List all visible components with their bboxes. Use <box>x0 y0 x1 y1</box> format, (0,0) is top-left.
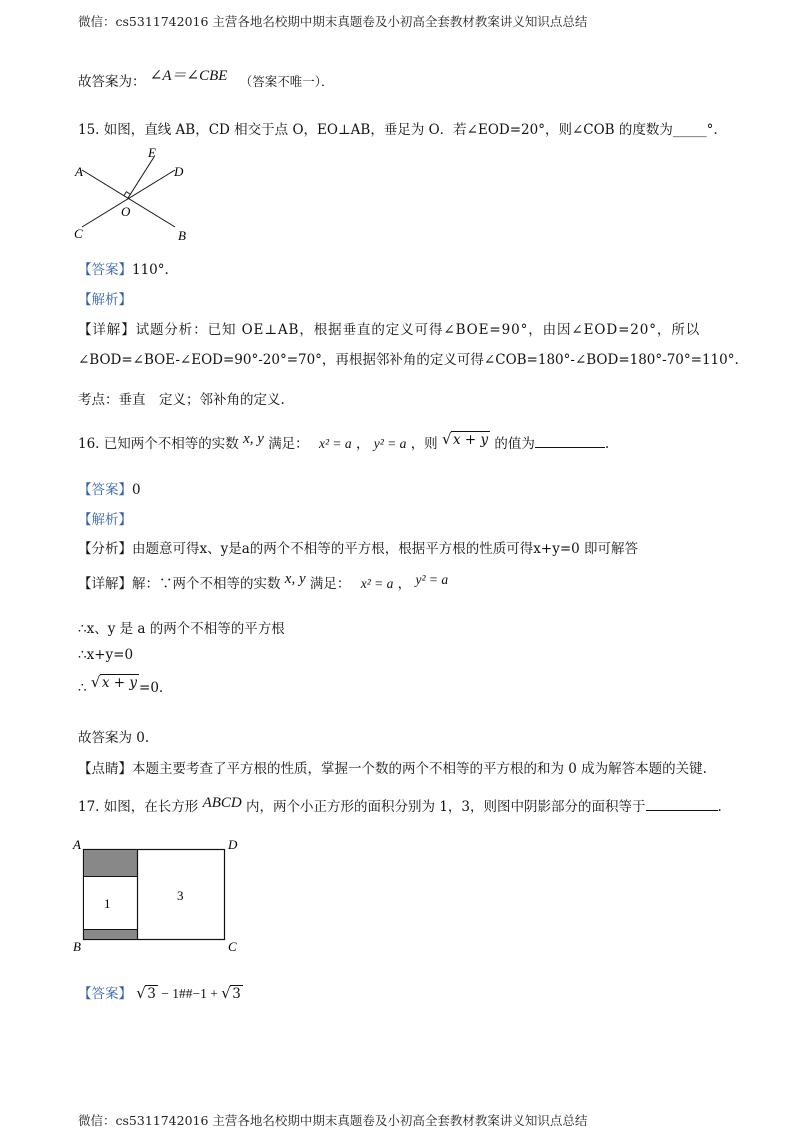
q16-eq2: y² = a <box>373 436 407 451</box>
q16-stem-c: ，则 <box>410 436 438 452</box>
q16-analysis-tag: 【解析】 <box>78 512 132 528</box>
q16-xiangjie-b: 满足： <box>309 576 351 592</box>
q17-answer-sqrt-b <box>221 986 243 1002</box>
q17-answer-mid: − 1##−1 + <box>157 986 222 1001</box>
q15-answer <box>78 258 169 278</box>
label-e: E <box>148 145 156 160</box>
q16-answer <box>78 478 141 498</box>
q16-conclusion: 故答案为 0. <box>78 730 150 746</box>
label-c: C <box>74 226 83 241</box>
sqrt-icon: √ <box>136 984 146 1002</box>
label-b: B <box>73 939 81 954</box>
q17-stem-end: . <box>717 799 722 815</box>
q16-line-a: ∴x、y 是 a 的两个不相等的平方根 <box>78 621 285 637</box>
q16-dianjing <box>78 757 707 777</box>
q15-kaodian: 考点：垂直 定义；邻补角的定义. <box>78 392 285 408</box>
q16-xiangjie-vars: x, y <box>284 571 306 587</box>
page-header: 微信：cs5311742016 主营各地名校期中期末真题卷及小初高全套教材教案讲义知识点总结 <box>78 14 588 29</box>
q17-answer-a: 3 <box>147 986 156 1002</box>
q16-sqrt <box>442 432 490 448</box>
q17-rect-name: ABCD <box>202 795 242 811</box>
q15-detail-line1: 【详解】试题分析：已知 OE⊥AB，根据垂直的定义可得∠BOE=90°，由因∠EOD=20°，所以 <box>78 322 701 338</box>
q15-stem: 15. 如图，直线 AB，CD 相交于点 O，EO⊥AB，垂足为 O．若∠EOD=20°，则∠COB 的度数为_____°. <box>78 122 718 138</box>
q17-figure <box>70 832 250 957</box>
q16-blank <box>535 447 605 448</box>
shaded-top <box>84 850 138 877</box>
q16-stem-b: 满足： <box>268 436 309 452</box>
q16-line-c-sqrt <box>91 675 139 691</box>
label-c: C <box>228 939 237 954</box>
page-footer: 微信：cs5311742016 主营各地名校期中期末真题卷及小初高全套教材教案讲义知识点总结 <box>78 1113 588 1128</box>
q16-line-c-prefix: ∴ <box>78 680 87 696</box>
label-d: D <box>228 837 238 852</box>
label-a: A <box>73 837 81 852</box>
q16-stem-end: . <box>604 436 610 452</box>
q15-detail-line2: ∠BOD=∠BOE-∠EOD=90°-20°=70°，再根据邻补角的定义可得∠COB=180°-∠BOD=180°-70°=110°. <box>78 352 739 368</box>
q16-xiangjie-eq2: y² = a <box>415 572 449 587</box>
q15-answer-tag: 【答案】 <box>78 262 132 278</box>
sqrt-icon: √ <box>90 673 101 691</box>
q16-eq1: x² = a <box>318 436 352 451</box>
q16-xiangjie-eq1: x² = a <box>360 576 394 591</box>
q16-fenxi-tag: 【分析】 <box>78 541 132 557</box>
q16-answer-tag: 【答案】 <box>78 482 132 498</box>
q16-xiangjie-tag: 【详解】 <box>78 576 132 592</box>
big-square-area: 3 <box>177 888 184 903</box>
q16-radicand: x + y <box>452 432 489 448</box>
q16-answer-value: 0 <box>132 482 141 498</box>
q17-answer-b: 3 <box>232 986 241 1002</box>
q15-analysis-tag: 【解析】 <box>78 292 132 308</box>
shaded-bottom <box>84 930 138 940</box>
q15-answer-value: 110°. <box>132 262 169 278</box>
prev-answer-suffix: （答案不唯一）． <box>239 74 334 89</box>
label-o: O <box>121 204 131 219</box>
q17-stem-a: 17. 如图，在长方形 <box>78 799 199 815</box>
q16-stem-a: 16. 已知两个不相等的实数 <box>78 436 239 452</box>
q17-answer-tag: 【答案】 <box>78 986 132 1002</box>
prev-answer-prefix: 故答案为： <box>78 74 146 90</box>
q16-line-c <box>78 673 164 696</box>
label-a: A <box>75 164 83 179</box>
q16-dianjing-text: 本题主要考查了平方根的性质，掌握一个数的两个不相等的平方根的和为 0 成为解答本题的关键. <box>132 761 707 777</box>
q17-stem <box>78 795 722 816</box>
q16-fenxi <box>78 537 638 557</box>
q16-stem <box>78 432 609 453</box>
q16-dianjing-tag: 【点睛】 <box>78 761 132 777</box>
q17-stem-b: 内，两个小正方形的面积分别为 1，3，则图中阴影部分的面积等于 <box>246 799 646 815</box>
prev-answer-line <box>78 70 334 91</box>
q16-line-b: ∴x+y=0 <box>78 647 134 663</box>
ray-oe <box>128 157 154 198</box>
q16-vars: x, y <box>243 431 264 447</box>
q15-figure <box>72 142 202 242</box>
q16-line-c-radicand: x + y <box>101 675 138 691</box>
sqrt-icon: √ <box>441 430 452 448</box>
prev-answer-formula: ∠A＝∠CBE <box>149 68 228 84</box>
right-angle-mark <box>124 192 130 196</box>
small-square <box>84 877 138 930</box>
q16-comma: ， <box>355 436 370 452</box>
q17-blank <box>646 810 718 811</box>
label-b: B <box>178 228 186 242</box>
q17-answer-sqrt-a <box>136 986 158 1002</box>
q16-xiangjie-comma: ， <box>397 576 412 592</box>
q16-stem-d: 的值为 <box>494 436 535 452</box>
q16-fenxi-text: 由题意可得x、y是a的两个不相等的平方根，根据平方根的性质可得x+y=0 即可解答 <box>132 541 639 557</box>
q17-answer <box>78 982 243 1002</box>
q16-xiangjie-a: 解：∵两个不相等的实数 <box>132 576 281 592</box>
q16-xiangjie <box>78 572 448 593</box>
small-square-area: 1 <box>104 896 111 911</box>
sqrt-icon: √ <box>221 984 231 1002</box>
label-d: D <box>174 164 184 179</box>
q16-line-c-suffix: =0. <box>139 680 164 696</box>
